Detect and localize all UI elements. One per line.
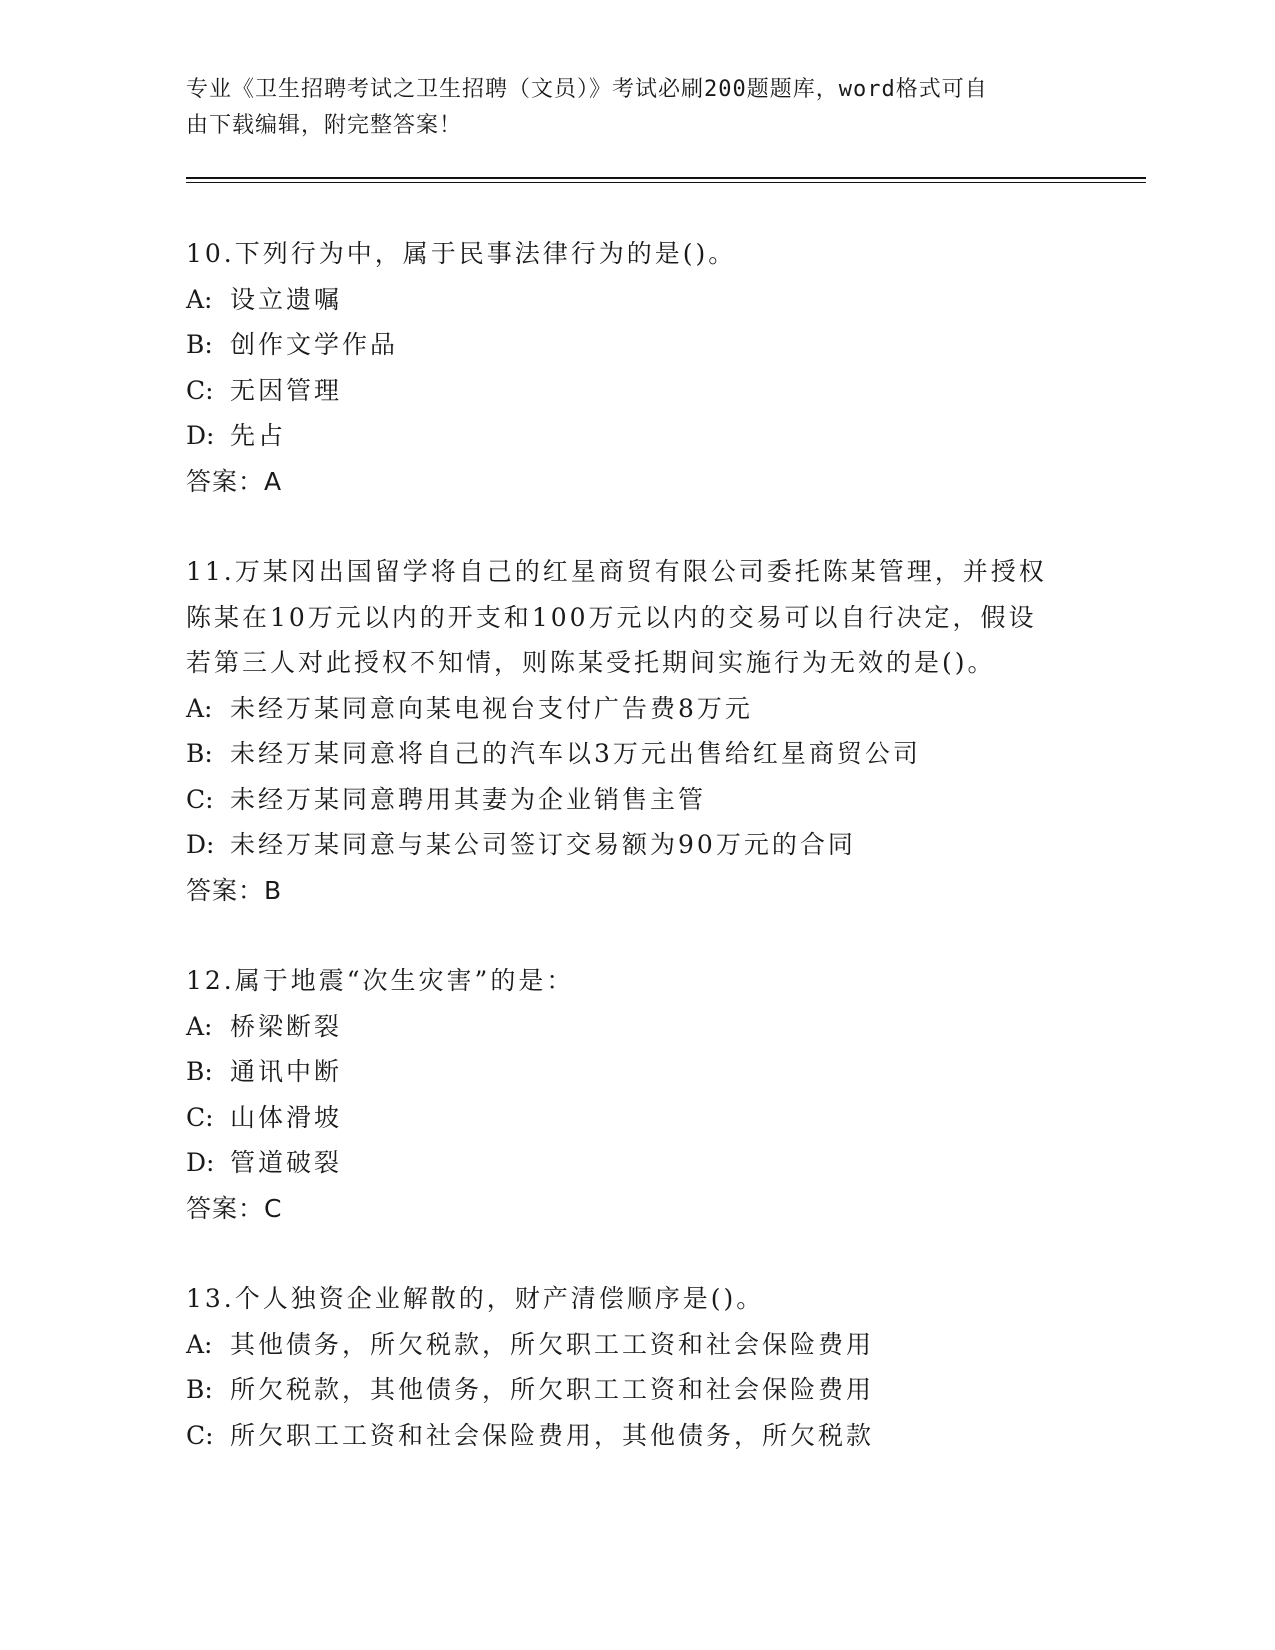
option-letter: A: (186, 1329, 213, 1359)
question-stem-line-3: 若第三人对此授权不知情，则陈某受托期间实施行为无效的是()。 (186, 648, 996, 677)
option-a (186, 1322, 1086, 1368)
option-letter: C: (186, 1420, 214, 1450)
option-b (186, 1049, 1086, 1095)
option-text: 所欠职工工资和社会保险费用，其他债务，所欠税款 (230, 1420, 875, 1450)
option-text: 通讯中断 (230, 1057, 343, 1086)
option-text: 设立遗嘱 (230, 284, 343, 314)
question-stem: 13.个人独资企业解散的，财产清偿顺序是()。 (186, 1284, 765, 1313)
question-13 (186, 1276, 1086, 1458)
answer-line: 答案：A (186, 466, 283, 496)
option-d (186, 822, 1086, 868)
option-text: 山体滑坡 (230, 1102, 343, 1132)
option-letter: B: (186, 1057, 213, 1086)
option-text: 无因管理 (230, 375, 343, 405)
option-text: 未经万某同意将自己的汽车以3万元出售给红星商贸公司 (230, 739, 921, 768)
answer-line: 答案：B (186, 875, 283, 905)
option-d (186, 1140, 1086, 1186)
option-letter: B: (186, 739, 213, 768)
option-text: 所欠税款，其他债务，所欠职工工资和社会保险费用 (230, 1375, 875, 1404)
option-a (186, 277, 1086, 323)
header-rule-thin (186, 182, 1146, 183)
question-stem: 10.下列行为中，属于民事法律行为的是()。 (186, 239, 737, 268)
option-text: 先占 (230, 421, 287, 450)
option-b (186, 1367, 1086, 1413)
option-d (186, 413, 1086, 459)
option-c (186, 777, 1086, 823)
option-text: 创作文学作品 (230, 330, 399, 359)
option-letter: C: (186, 784, 214, 814)
option-a (186, 686, 1086, 732)
document-header (186, 72, 1066, 144)
question-12 (186, 958, 1086, 1231)
option-letter: D: (186, 1148, 215, 1177)
option-letter: A: (186, 1011, 213, 1041)
option-letter: D: (186, 830, 215, 859)
option-text: 管道破裂 (230, 1148, 343, 1177)
option-text: 未经万某同意聘用其妻为企业销售主管 (230, 784, 707, 814)
option-a (186, 1004, 1086, 1050)
option-letter: A: (186, 693, 213, 723)
question-stem: 12.属于地震“次生灾害”的是： (186, 966, 575, 995)
option-c (186, 368, 1086, 414)
option-text: 其他债务，所欠税款，所欠职工工资和社会保险费用 (230, 1329, 875, 1359)
option-letter: A: (186, 284, 213, 314)
option-letter: C: (186, 1102, 214, 1132)
question-stem-line-1: 11.万某冈出国留学将自己的红星商贸有限公司委托陈某管理，并授权 (186, 557, 1047, 586)
option-b (186, 322, 1086, 368)
header-line-2: 由下载编辑，附完整答案！ (186, 113, 463, 138)
option-text: 未经万某同意与某公司签订交易额为90万元的合同 (230, 830, 856, 859)
option-letter: B: (186, 330, 213, 359)
answer-line: 答案：C (186, 1193, 283, 1223)
header-line-1: 专业《卫生招聘考试之卫生招聘（文员）》考试必刷200题题库，word格式可自 (186, 77, 988, 102)
option-letter: B: (186, 1375, 213, 1404)
question-stem-line-2: 陈某在10万元以内的开支和100万元以内的交易可以自行决定，假设 (186, 602, 1037, 632)
question-10 (186, 231, 1086, 504)
header-rule-thick (186, 177, 1146, 179)
question-11 (186, 549, 1086, 913)
option-text: 未经万某同意向某电视台支付广告费8万元 (230, 693, 753, 723)
option-text: 桥梁断裂 (230, 1011, 343, 1041)
option-b (186, 731, 1086, 777)
option-letter: C: (186, 375, 214, 405)
option-letter: D: (186, 421, 215, 450)
option-c (186, 1413, 1086, 1459)
option-c (186, 1095, 1086, 1141)
question-list (186, 231, 1086, 1503)
